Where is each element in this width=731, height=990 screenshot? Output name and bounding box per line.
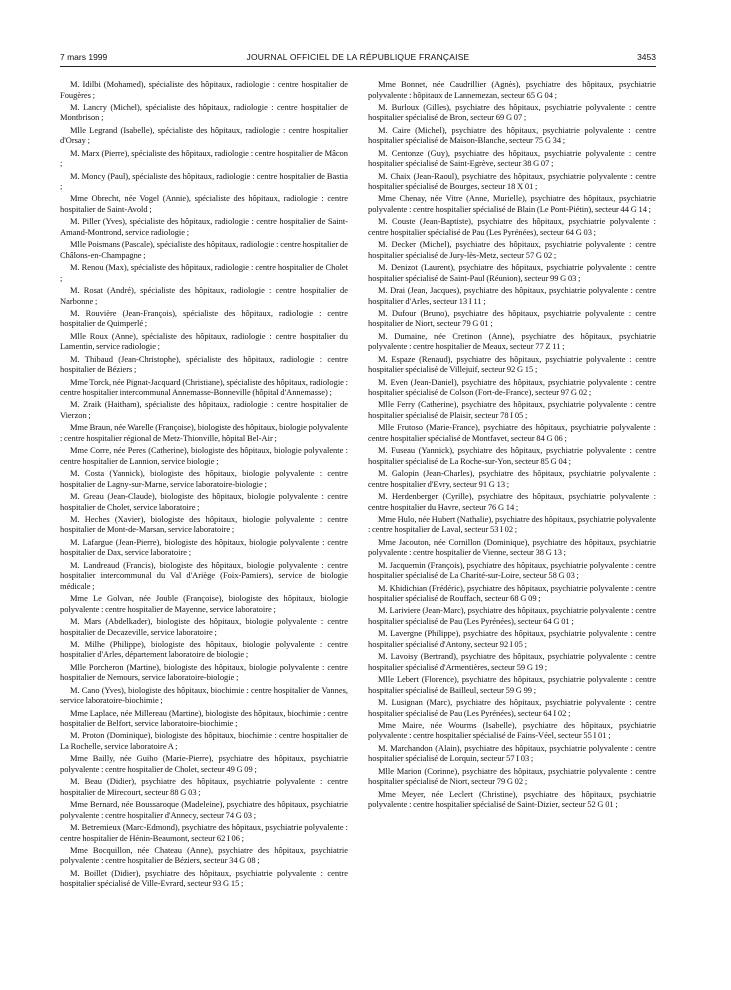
appointment-entry: M. Moncy (Paul), spécialiste des hôpitaux, radiologie : centre hospitalier de Bastia ; [60, 170, 348, 192]
appointment-entry: M. Espaze (Renaud), psychiatre des hôpitaux, psychiatrie polyvalente : centre hospitalier spécialisé de Villejuif, secteur 92 G 15 ; [368, 353, 656, 375]
appointment-entry: M. Fuseau (Yannick), psychiatre des hôpitaux, psychiatrie polyvalente : centre hospitalier spécialisé de La Roche-sur-Yon, secteur 85 G 04 ; [368, 445, 656, 466]
appointment-entry: M. Thibaud (Jean-Christophe), spécialiste des hôpitaux, radiologie : centre hospitalier de Béziers ; [60, 353, 348, 375]
appointment-entry: Mme Maire, née Wourms (Isabelle), psychiatre des hôpitaux, psychiatrie polyvalente : centre hospitalier spécialisé de Fains-Véel, secteur 55 I 01 ; [368, 719, 656, 741]
appointment-entry: M. Landreaud (Francis), biologiste des hôpitaux, biologie polyvalente : centre hospitalier intercommunal du Val d'Ariège (Foix-Pamiers), service de biologie médicale ; [60, 559, 348, 591]
appointment-entry: M. Marchandon (Alain), psychiatre des hôpitaux, psychiatrie polyvalente : centre hospitalier spécialisé de Lorquin, secteur 57 I 03 ; [368, 742, 656, 764]
appointment-entry: Mlle Porcheron (Martine), biologiste des hôpitaux, biologie polyvalente : centre hospitalier de Nemours, service laboratoire-biologie ; [60, 661, 348, 683]
appointment-entry: Mlle Marion (Corinne), psychiatre des hôpitaux, psychiatrie polyvalente : centre hospitalier spécialisé de Niort, secteur 79 G 02 ; [368, 765, 656, 787]
appointment-entry: M. Burloux (Gilles), psychiatre des hôpitaux, psychiatrie polyvalente : centre hospitalier spécialisé de Bron, secteur 69 G 07 ; [368, 101, 656, 123]
appointment-entry: M. Jacquemin (François), psychiatre des hôpitaux, psychiatrie polyvalente : centre hospitalier spécialisé de La Charité-sur-Loire, secteur 58 G 03 ; [368, 559, 656, 581]
appointment-entry: M. Herdenberger (Cyrille), psychiatre des hôpitaux, psychiatrie polyvalente : centre hospitalier du Havre, secteur 76 G 14 ; [368, 491, 656, 512]
appointment-entry: Mme Meyer, née Leclert (Christine), psychiatre des hôpitaux, psychiatrie polyvalente : centre hospitalier spécialisé de Saint-Dizier, secteur 52 G 01 ; [368, 788, 656, 810]
appointment-entry: M. Rouvière (Jean-François), spécialiste des hôpitaux, radiologie : centre hospitalier de Quimperlé ; [60, 307, 348, 329]
appointment-entry: M. Idilbi (Mohamed), spécialiste des hôpitaux, radiologie : centre hospitalier de Fougères ; [60, 79, 348, 100]
appointment-entry: Mme Bocquillon, née Chateau (Anne), psychiatre des hôpitaux, psychiatrie polyvalente : centre hospitalier de Béziers, secteur 34 G 08 ; [60, 844, 348, 866]
appointment-entry: M. Couste (Jean-Baptiste), psychiatre des hôpitaux, psychiatrie polyvalente : centre hospitalier spécialisé de Pau (Les Pyrénées), secteur 64 G 03 ; [368, 216, 656, 237]
appointment-entry: M. Costa (Yannick), biologiste des hôpitaux, biologie polyvalente : centre hospitalier de Lagny-sur-Marne, service laboratoire-biologie ; [60, 468, 348, 489]
appointment-entry: Mme Le Golvan, née Jouble (Françoise), biologiste des hôpitaux, biologie polyvalente : centre hospitalier de Mayenne, service laboratoire ; [60, 593, 348, 614]
appointment-entry: M. Galopin (Jean-Charles), psychiatre des hôpitaux, psychiatrie polyvalente : centre hospitalier d'Evry, secteur 91 G 13 ; [368, 468, 656, 489]
appointment-entry: M. Decker (Michel), psychiatre des hôpitaux, psychiatrie polyvalente : centre hospitalier spécialisé de Jury-lès-Metz, secteur 57 G 02 ; [368, 239, 656, 260]
appointment-entry: M. Lafargue (Jean-Pierre), biologiste des hôpitaux, biologie polyvalente : centre hospitalier de Dax, service laboratoire ; [60, 536, 348, 558]
appointment-entry: M. Chaix (Jean-Raoul), psychiatre des hôpitaux, psychiatrie polyvalente : centre hospitalier spécialisé de Bourges, secteur 18 X 01 ; [368, 170, 656, 192]
appointment-entry: M. Heches (Xavier), biologiste des hôpitaux, biologie polyvalente : centre hospitalier de Mont-de-Marsan, service laboratoire ; [60, 513, 348, 535]
appointment-entry: M. Centonze (Guy), psychiatre des hôpitaux, psychiatrie polyvalente : centre hospitalier spécialisé de Saint-Egrève, secteur 38 G 07 ; [368, 147, 656, 169]
appointment-entry: Mme Bernard, née Boussaroque (Madeleine), psychiatre des hôpitaux, psychiatrie polyvalente : centre hospitalier d'Annecy, secteur 74 G 03 ; [60, 799, 348, 820]
appointment-entry: Mme Laplace, née Millereau (Martine), biologiste des hôpitaux, biochimie : centre hospitalier de Belfort, service laboratoire-biochimie ; [60, 707, 348, 729]
appointment-entry: M. Caire (Michel), psychiatre des hôpitaux, psychiatrie polyvalente : centre hospitalier spécialisé de Maison-Blanche, secteur 75 G 34 ; [368, 124, 656, 146]
appointment-entry: M. Proton (Dominique), biologiste des hôpitaux, biochimie : centre hospitalier de La Rochelle, service laboratoire A ; [60, 730, 348, 752]
appointment-entry: Mme Obrecht, née Vogel (Annie), spécialiste des hôpitaux, radiologie : centre hospitalier de Saint-Avold ; [60, 193, 348, 214]
appointment-entry: M. Boillet (Didier), psychiatre des hôpitaux, psychiatrie polyvalente : centre hospitalier spécialisé de Ville-Evrard, secteur 93 G 15 ; [60, 867, 348, 889]
appointment-entry: M. Lavoisy (Bertrand), psychiatre des hôpitaux, psychiatrie polyvalente : centre hospitalier spécialisé d'Armentières, secteur 59 G 19 ; [368, 651, 656, 672]
appointment-entry: Mme Bailly, née Guiho (Marie-Pierre), psychiatre des hôpitaux, psychiatrie polyvalente : centre hospitalier de Cholet, secteur 49 G 09 ; [60, 753, 348, 774]
appointment-entry: Mlle Frutoso (Marie-France), psychiatre des hôpitaux, psychiatrie polyvalente : centre hospitalier spécialisé de Montfavet, secteur 84 G 06 ; [368, 422, 656, 443]
appointment-entry: M. Drai (Jean, Jacques), psychiatre des hôpitaux, psychiatrie polyvalente : centre hospitalier d'Arles, secteur 13 I 11 ; [368, 285, 656, 306]
header-rule [60, 66, 656, 67]
appointment-entry: Mlle Ferry (Catherine), psychiatre des hôpitaux, psychiatrie polyvalente : centre hospitalier spécialisé de Plaisir, secteur 78 I 05 ; [368, 399, 656, 421]
appointment-entry: M. Milhe (Philippe), biologiste des hôpitaux, biologie polyvalente : centre hospitalier d'Arles, département laboratoire de biologie ; [60, 638, 348, 660]
appointment-entry: Mlle Legrand (Isabelle), spécialiste des hôpitaux, radiologie : centre hospitalier d'Orsay ; [60, 124, 348, 146]
appointment-entry: M. Greau (Jean-Claude), biologiste des hôpitaux, biologie polyvalente : centre hospitalier de Cholet, service laboratoire ; [60, 491, 348, 512]
appointment-entry: Mme Chenay, née Vitre (Anne, Murielle), psychiatre des hôpitaux, psychiatrie polyvalente : centre hospitalier spécialisé de Blain (Le Pont-Piétin), secteur 44 G 14 ; [368, 193, 656, 214]
appointment-entry: M. Piller (Yves), spécialiste des hôpitaux, radiologie : centre hospitalier de Saint-Amand-Montrond, service radiologie ; [60, 216, 348, 237]
appointment-entry: M. Rosat (André), spécialiste des hôpitaux, radiologie : centre hospitalier de Narbonne ; [60, 285, 348, 306]
appointment-entry: M. Beau (Didier), psychiatre des hôpitaux, psychiatrie polyvalente : centre hospitalier de Mirecourt, secteur 88 G 03 ; [60, 776, 348, 797]
appointment-entry: Mme Jacouton, née Cornillon (Dominique), psychiatre des hôpitaux, psychiatrie polyvalente : centre hospitalier de Vienne, secteur 38 G 13 ; [368, 536, 656, 558]
appointment-entry: M. Marx (Pierre), spécialiste des hôpitaux, radiologie : centre hospitalier de Mâcon ; [60, 147, 348, 169]
page-number: 3453 [637, 52, 656, 62]
appointment-entry: M. Lariviere (Jean-Marc), psychiatre des hôpitaux, psychiatrie polyvalente : centre hospitalier spécialisé de Pau (Les Pyrénées), secteur 64 G 01 ; [368, 605, 656, 627]
appointment-entry: M. Betremieux (Marc-Edmond), psychiatre des hôpitaux, psychiatrie polyvalente : centre hospitalier de Hénin-Beaumont, secteur 62 I 06 ; [60, 822, 348, 843]
appointment-entry: M. Even (Jean-Daniel), psychiatre des hôpitaux, psychiatrie polyvalente : centre hospitalier spécialisé de Colson (Fort-de-France), secteur 97 G 02 ; [368, 376, 656, 398]
appointment-entry: Mlle Roux (Anne), spécialiste des hôpitaux, radiologie : centre hospitalier du Lamentin, service radiologie ; [60, 330, 348, 352]
appointment-entry: M. Khidichian (Frédéric), psychiatre des hôpitaux, psychiatrie polyvalente : centre hospitalier spécialisé de Rouffach, secteur 68 G 09 ; [368, 582, 656, 604]
issue-date: 7 mars 1999 [60, 52, 108, 62]
appointment-entry: M. Dufour (Bruno), psychiatre des hôpitaux, psychiatrie polyvalente : centre hospitalier de Niort, secteur 79 G 01 ; [368, 307, 656, 329]
appointment-entry: M. Lancry (Michel), spécialiste des hôpitaux, radiologie : centre hospitalier de Montbrison ; [60, 101, 348, 123]
appointment-entry: M. Dumaine, née Cretinon (Anne), psychiatre des hôpitaux, psychiatrie polyvalente : centre hospitalier de Meaux, secteur 77 Z 11 ; [368, 330, 656, 352]
appointment-entry: M. Renou (Max), spécialiste des hôpitaux, radiologie : centre hospitalier de Cholet ; [60, 262, 348, 283]
appointment-entry: Mlle Lebert (Florence), psychiatre des hôpitaux, psychiatrie polyvalente : centre hospitalier spécialisé de Bailleul, secteur 59 G 99 ; [368, 674, 656, 695]
journal-title: JOURNAL OFFICIEL DE LA RÉPUBLIQUE FRANÇAISE [246, 52, 470, 62]
appointment-entry: M. Lusignan (Marc), psychiatre des hôpitaux, psychiatrie polyvalente : centre hospitalier spécialisé de Pau (Les Pyrénées), secteur 64 I 02 ; [368, 697, 656, 718]
appointment-entry: M. Denizot (Laurent), psychiatre des hôpitaux, psychiatrie polyvalente : centre hospitalier spécialisé de Saint-Paul (Réunion), secteur 99 G 03 ; [368, 262, 656, 283]
page-header [60, 52, 656, 66]
appointment-entry: M. Mars (Abdelkader), biologiste des hôpitaux, biologie polyvalente : centre hospitalier de Decazeville, service laboratoire ; [60, 616, 348, 637]
appointment-entry: Mlle Poismans (Pascale), spécialiste des hôpitaux, radiologie : centre hospitalier de Châlons-en-Champagne ; [60, 239, 348, 260]
appointment-entry: Mme Torck, née Pignat-Jacquard (Christiane), spécialiste des hôpitaux, radiologie : centre hospitalier intercommunal Annemasse-Bonneville (hôpital d'Annemasse) ; [60, 376, 348, 398]
appointment-entry: Mme Bonnet, née Caudrillier (Agnès), psychiatre des hôpitaux, psychiatrie polyvalente : hôpitaux de Lannemezan, secteur 65 G 04 ; [368, 79, 656, 100]
appointment-entry: Mme Corre, née Peres (Catherine), biologiste des hôpitaux, biologie polyvalente : centre hospitalier de Lannion, service biologie ; [60, 445, 348, 466]
left-column [60, 79, 348, 891]
appointment-entry: Mme Hulo, née Hubert (Nathalie), psychiatre des hôpitaux, psychiatrie polyvalente : centre hospitalier de Laval, secteur 53 I 02 ; [368, 513, 656, 535]
appointment-entry: M. Lavergne (Philippe), psychiatre des hôpitaux, psychiatrie polyvalente : centre hospitalier spécialisé d'Antony, secteur 92 I 05 ; [368, 628, 656, 649]
appointment-entry: M. Zraik (Haitham), spécialiste des hôpitaux, radiologie : centre hospitalier de Vierzon ; [60, 399, 348, 421]
right-column [368, 79, 656, 812]
appointment-entry: M. Cano (Yves), biologiste des hôpitaux, biochimie : centre hospitalier de Vannes, service laboratoire-biochimie ; [60, 684, 348, 706]
appointment-entry: Mme Braun, née Warelle (Françoise), biologiste des hôpitaux, biologie polyvalente : centre hospitalier régional de Metz-Thionville, hôpital Bel-Air ; [60, 422, 348, 443]
